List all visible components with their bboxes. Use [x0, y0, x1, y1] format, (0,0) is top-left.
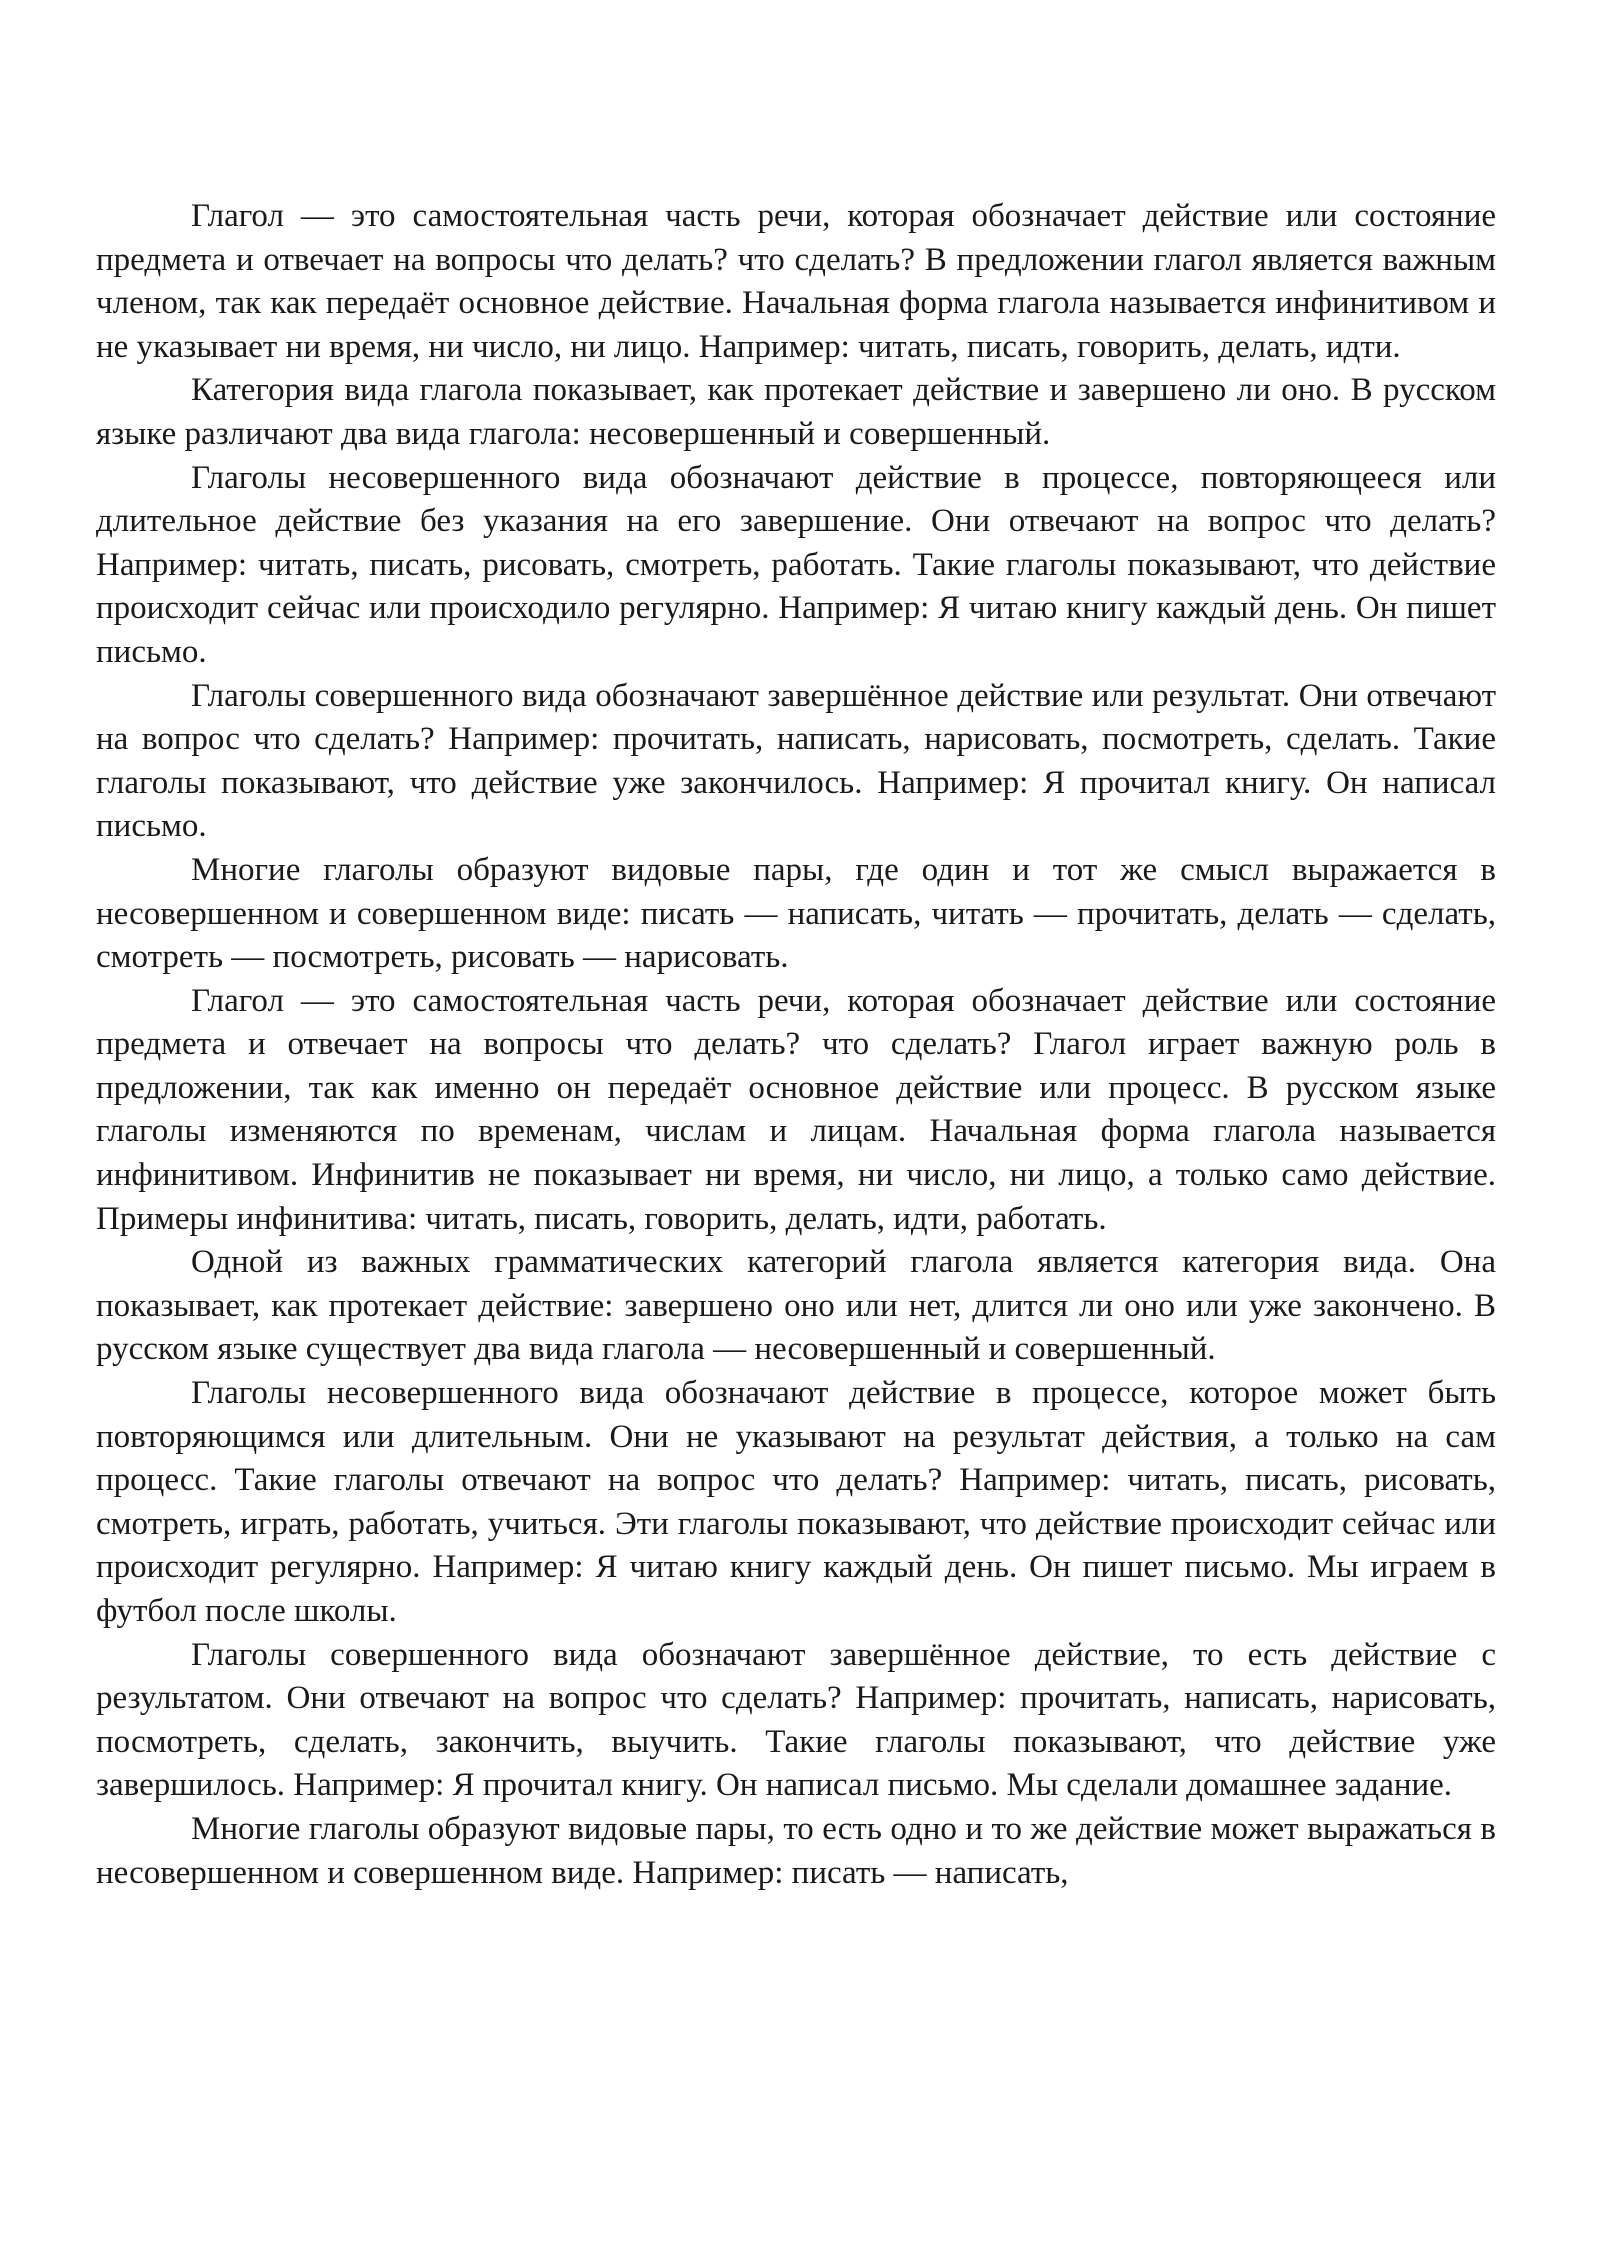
document-page	[96, 195, 1496, 1895]
paragraph: Глаголы несовершенного вида обозначают действие в процессе, повторяющееся или длительное действие без указания на его завершение. Они отвечают на вопрос что делать? Например: читать, писать, рисовать, смотреть, работать. Такие глаголы показывают, что действие происходит сейчас или происходило регулярно. Например: Я читаю книгу каждый день. Он пишет письмо.	[96, 459, 1496, 670]
paragraph-last: Многие глаголы образуют видовые пары, то есть одно и то же действие может выражаться в несовершенном и совершенном виде. Например: писать — написать,	[96, 1810, 1496, 1891]
paragraph: Одной из важных грамматических категорий глагола является категория вида. Она показывает, как протекает действие: завершено оно или нет, длится ли оно или уже закончено. В русском языке существует два вида глагола — несовершенный и совершенный.	[96, 1244, 1496, 1368]
paragraph: Глаголы несовершенного вида обозначают действие в процессе, которое может быть повторяющимся или длительным. Они не указывают на результат действия, а только на сам процесс. Такие глаголы отвечают на вопрос что делать? Например: читать, писать, рисовать, смотреть, играть, работать, учиться. Эти глаголы показывают, что действие происходит сейчас или происходит регулярно. Например: Я читаю книгу каждый день. Он пишет письмо. Мы играем в футбол после школы.	[96, 1375, 1496, 1629]
paragraph: Категория вида глагола показывает, как протекает действие и завершено ли оно. В русском языке различают два вида глагола: несовершенный и совершенный.	[96, 372, 1496, 452]
paragraph: Глаголы совершенного вида обозначают завершённое действие, то есть действие с результатом. Они отвечают на вопрос что сделать? Например: прочитать, написать, нарисовать, посмотреть, сделать, закончить, выучить. Такие глаголы показывают, что действие уже завершилось. Например: Я прочитал книгу. Он написал письмо. Мы сделали домашнее задание.	[96, 1636, 1496, 1804]
paragraph: Глагол — это самостоятельная часть речи, которая обозначает действие или состояние предмета и отвечает на вопросы что делать? что сделать? Глагол играет важную роль в предложении, так как именно он передаёт основное действие или процесс. В русском языке глаголы изменяются по временам, числам и лицам. Начальная форма глагола называется инфинитивом. Инфинитив не показывает ни время, ни число, ни лицо, а только само действие. Примеры инфинитива: читать, писать, говорить, делать, идти, работать.	[96, 982, 1496, 1237]
paragraph: Глагол — это самостоятельная часть речи, которая обозначает действие или состояние предмета и отвечает на вопросы что делать? что сделать? В предложении глагол является важным членом, так как передаёт основное действие. Начальная форма глагола называется инфинитивом и не указывает ни время, ни число, ни лицо. Например: читать, писать, говорить, делать, идти.	[96, 198, 1496, 365]
paragraph: Многие глаголы образуют видовые пары, где один и тот же смысл выражается в несовершенном и совершенном виде: писать — написать, читать — прочитать, делать — сделать, смотреть — посмотреть, рисовать — нарисовать.	[96, 851, 1496, 976]
paragraph: Глаголы совершенного вида обозначают завершённое действие или результат. Они отвечают на вопрос что сделать? Например: прочитать, написать, нарисовать, посмотреть, сделать. Такие глаголы показывают, что действие уже закончилось. Например: Я прочитал книгу. Он написал письмо.	[96, 677, 1496, 845]
